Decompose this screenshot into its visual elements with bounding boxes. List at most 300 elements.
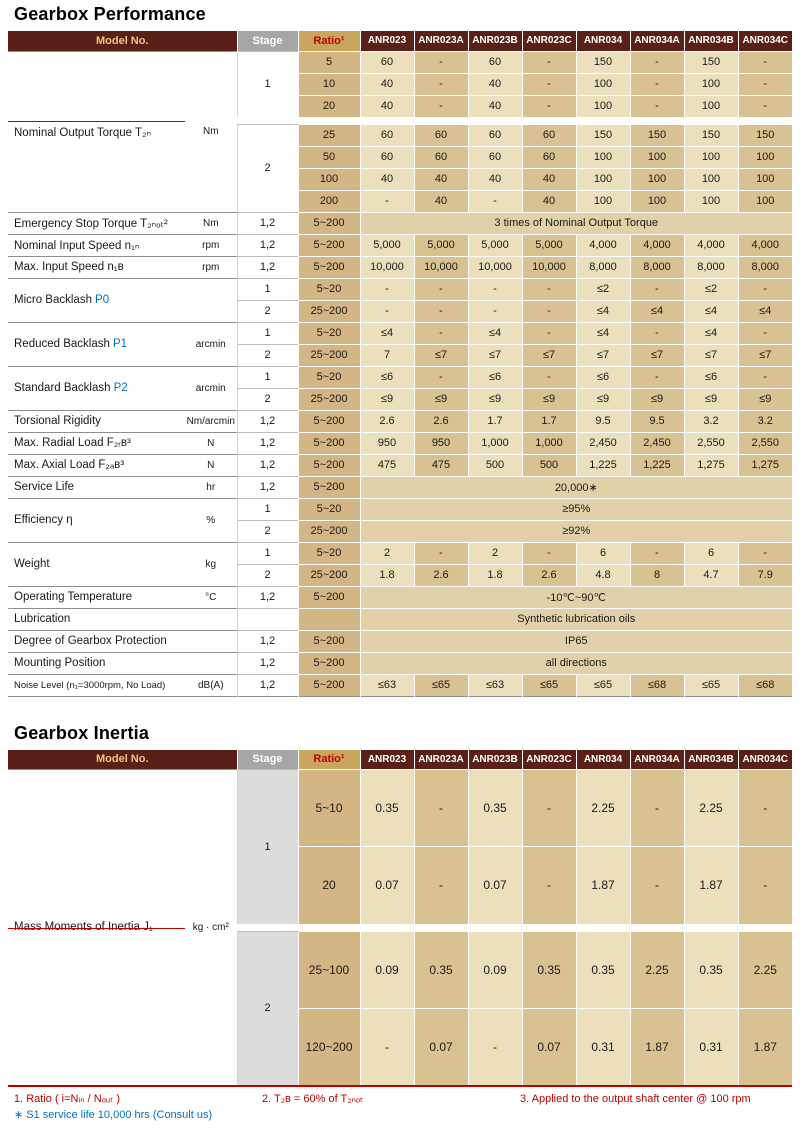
value-cell: 60 xyxy=(468,51,522,73)
value-cell: 3.2 xyxy=(684,410,738,432)
value-cell: ≤2 xyxy=(576,278,630,300)
value-cell: - xyxy=(522,51,576,73)
value-cell: - xyxy=(630,322,684,344)
model-header: ANR034B xyxy=(684,750,738,770)
ratio-cell: 200 xyxy=(298,190,360,212)
ratio-cell: 120~200 xyxy=(298,1009,360,1086)
parameter-label: Weight xyxy=(14,558,50,570)
value-cell: 2.25 xyxy=(630,932,684,1009)
value-cell: 8,000 xyxy=(738,256,792,278)
value-cell: 4.7 xyxy=(684,564,738,586)
value-cell: 1.7 xyxy=(468,410,522,432)
parameter-label: Max. Axial Load F₂ₐʙ³ xyxy=(14,459,125,471)
value-cell: - xyxy=(630,366,684,388)
model-header: ANR023B xyxy=(468,31,522,51)
value-cell: 100 xyxy=(630,168,684,190)
ratio-cell: 25~200 xyxy=(298,300,360,322)
value-cell: 1.87 xyxy=(576,847,630,924)
value-cell: 0.07 xyxy=(468,847,522,924)
stage-group-divider xyxy=(237,117,792,124)
value-cell: 60 xyxy=(360,51,414,73)
unit-cell xyxy=(185,652,237,674)
value-cell: 0.35 xyxy=(360,770,414,847)
value-cell: - xyxy=(414,51,468,73)
parameter-label-cell xyxy=(8,608,185,630)
value-cell: 2.6 xyxy=(360,410,414,432)
value-cell: 8 xyxy=(630,564,684,586)
value-cell: 1.8 xyxy=(360,564,414,586)
value-cell: 2.6 xyxy=(414,564,468,586)
value-cell: - xyxy=(738,770,792,847)
value-cell: - xyxy=(360,278,414,300)
value-cell: 6 xyxy=(576,542,630,564)
value-cell: 1,275 xyxy=(738,454,792,476)
value-cell: - xyxy=(522,73,576,95)
value-cell: 150 xyxy=(684,51,738,73)
model-header: ANR034A xyxy=(630,750,684,770)
value-cell: - xyxy=(630,278,684,300)
value-cell: ≤6 xyxy=(684,366,738,388)
model-header: ANR034C xyxy=(738,750,792,770)
value-cell: ≤7 xyxy=(630,344,684,366)
value-cell: 0.31 xyxy=(684,1009,738,1086)
stage-cell: 1,2 xyxy=(237,652,298,674)
value-cell: ≤6 xyxy=(576,366,630,388)
value-cell: - xyxy=(738,73,792,95)
stage-cell: 2 xyxy=(237,344,298,366)
parameter-label-cell xyxy=(8,234,185,256)
footnotes xyxy=(8,1092,792,1121)
value-cell: ≤6 xyxy=(360,366,414,388)
footnote-row-red xyxy=(14,1092,792,1105)
value-cell: 100 xyxy=(738,168,792,190)
value-cell: 150 xyxy=(576,124,630,146)
value-cell: 40 xyxy=(360,168,414,190)
footnote-row-blue xyxy=(14,1108,792,1121)
value-cell: - xyxy=(468,300,522,322)
stage-cell: 1 xyxy=(237,542,298,564)
value-cell: 7.9 xyxy=(738,564,792,586)
value-cell: ≤6 xyxy=(468,366,522,388)
value-cell: 40 xyxy=(522,168,576,190)
unit-cell: N xyxy=(185,432,237,454)
value-cell: - xyxy=(522,542,576,564)
stage-cell: 1,2 xyxy=(237,630,298,652)
value-cell: ≤4 xyxy=(684,300,738,322)
value-cell: ≤9 xyxy=(414,388,468,410)
value-cell: 60 xyxy=(414,124,468,146)
value-cell: - xyxy=(414,300,468,322)
value-cell: ≤7 xyxy=(522,344,576,366)
merged-value-cell: ≥95% xyxy=(360,498,792,520)
value-cell: 0.31 xyxy=(576,1009,630,1086)
ratio-cell: 5~200 xyxy=(298,410,360,432)
value-cell: 9.5 xyxy=(630,410,684,432)
value-cell: - xyxy=(414,322,468,344)
value-cell: 1,225 xyxy=(630,454,684,476)
value-cell: 60 xyxy=(414,146,468,168)
value-cell: - xyxy=(738,847,792,924)
performance-title: Gearbox Performance xyxy=(14,4,206,24)
value-cell: 8,000 xyxy=(576,256,630,278)
value-cell: - xyxy=(414,542,468,564)
value-cell: 100 xyxy=(738,190,792,212)
model-header: ANR034 xyxy=(576,31,630,51)
value-cell: 40 xyxy=(522,190,576,212)
value-cell: 2.6 xyxy=(522,564,576,586)
value-cell: 40 xyxy=(360,73,414,95)
stage-cell xyxy=(237,608,298,630)
inertia-title: Gearbox Inertia xyxy=(14,722,150,743)
model-header: ANR023A xyxy=(414,31,468,51)
ratio-cell: 25 xyxy=(298,124,360,146)
value-cell: ≤9 xyxy=(684,388,738,410)
value-cell: ≤65 xyxy=(414,674,468,696)
parameter-label: Nominal Input Speed n₁ₙ xyxy=(14,240,140,252)
value-cell: 4,000 xyxy=(738,234,792,256)
parameter-label-cell xyxy=(8,256,185,278)
ratio-cell: 25~100 xyxy=(298,932,360,1009)
value-cell: 0.09 xyxy=(360,932,414,1009)
unit-cell xyxy=(185,278,237,322)
parameter-label: Mounting Position xyxy=(14,657,106,669)
value-cell: ≤4 xyxy=(576,322,630,344)
value-cell: 3.2 xyxy=(738,410,792,432)
ratio-cell: 5~200 xyxy=(298,674,360,696)
value-cell: 100 xyxy=(684,146,738,168)
ratio-cell: 5~200 xyxy=(298,256,360,278)
red-accent-line xyxy=(8,121,185,122)
value-cell: 475 xyxy=(360,454,414,476)
model-header: ANR034B xyxy=(684,31,738,51)
parameter-label: Standard Backlash xyxy=(14,382,111,394)
value-cell: 0.07 xyxy=(414,1009,468,1086)
value-cell: 10,000 xyxy=(414,256,468,278)
value-cell: - xyxy=(630,95,684,117)
value-cell: - xyxy=(414,73,468,95)
model-header: ANR034A xyxy=(630,31,684,51)
model-header: ANR023C xyxy=(522,750,576,770)
value-cell: 0.07 xyxy=(360,847,414,924)
value-cell: - xyxy=(414,278,468,300)
value-cell: 100 xyxy=(576,95,630,117)
parameter-label-cell xyxy=(8,410,185,432)
value-cell: 5,000 xyxy=(360,234,414,256)
parameter-label: Lubrication xyxy=(14,613,71,625)
ratio-cell: 5~200 xyxy=(298,454,360,476)
red-accent-line xyxy=(8,928,185,929)
value-cell: 100 xyxy=(576,168,630,190)
value-cell: ≤9 xyxy=(630,388,684,410)
value-cell: 40 xyxy=(468,168,522,190)
value-cell: - xyxy=(738,278,792,300)
value-cell: ≤9 xyxy=(468,388,522,410)
value-cell: ≤65 xyxy=(576,674,630,696)
value-cell: 10,000 xyxy=(522,256,576,278)
value-cell: 0.35 xyxy=(414,932,468,1009)
value-cell: 500 xyxy=(522,454,576,476)
value-cell: 150 xyxy=(576,51,630,73)
unit-cell: Nm xyxy=(185,51,237,212)
value-cell: 100 xyxy=(576,146,630,168)
parameter-label-cell xyxy=(8,498,185,542)
ratio-cell: 25~200 xyxy=(298,344,360,366)
value-cell: 2,450 xyxy=(630,432,684,454)
inertia-table-body xyxy=(8,770,792,1086)
parameter-label-cell xyxy=(8,366,185,410)
parameter-label: Degree of Gearbox Protection xyxy=(14,635,167,647)
value-cell: 2.25 xyxy=(684,770,738,847)
value-cell: 40 xyxy=(468,73,522,95)
ratio-cell: 100 xyxy=(298,168,360,190)
value-cell: ≤9 xyxy=(576,388,630,410)
value-cell: 500 xyxy=(468,454,522,476)
value-cell: - xyxy=(522,300,576,322)
merged-value-cell: -10℃~90℃ xyxy=(360,586,792,608)
value-cell: ≤7 xyxy=(684,344,738,366)
backlash-grade-tag: P2 xyxy=(113,382,128,394)
stage-cell: 1 xyxy=(237,51,298,117)
ratio-cell: 25~200 xyxy=(298,388,360,410)
unit-cell: rpm xyxy=(185,256,237,278)
unit-cell: hr xyxy=(185,476,237,498)
parameter-label: Noise Level (n₁=3000rpm, No Load) xyxy=(14,680,166,691)
parameter-label: Efficiency η xyxy=(14,514,73,526)
unit-cell: Nm/arcmin xyxy=(185,410,237,432)
value-cell: 60 xyxy=(468,146,522,168)
value-cell: - xyxy=(522,278,576,300)
value-cell: ≤65 xyxy=(522,674,576,696)
value-cell: 2 xyxy=(468,542,522,564)
value-cell: 60 xyxy=(522,124,576,146)
value-cell: - xyxy=(414,770,468,847)
parameter-label-cell xyxy=(8,322,185,366)
value-cell: 100 xyxy=(684,95,738,117)
value-cell: 7 xyxy=(360,344,414,366)
parameter-label-cell xyxy=(8,278,185,322)
unit-cell: kg xyxy=(185,542,237,586)
value-cell: 2,550 xyxy=(738,432,792,454)
merged-value-cell: 20,000∗ xyxy=(360,476,792,498)
value-cell: ≤4 xyxy=(684,322,738,344)
value-cell: ≤4 xyxy=(576,300,630,322)
model-no-header: Model No. xyxy=(8,750,237,770)
parameter-label-cell xyxy=(8,542,185,586)
footnote-service-life: ∗ S1 service life 10,000 hrs (Consult us) xyxy=(14,1108,213,1121)
model-no-header: Model No. xyxy=(8,31,237,51)
footnote-ratio: 1. Ratio ( i=Nᵢₙ / Nₒᵤₜ ) xyxy=(14,1092,121,1105)
value-cell: 10,000 xyxy=(468,256,522,278)
value-cell: 100 xyxy=(630,146,684,168)
backlash-grade-tag: P1 xyxy=(112,338,128,350)
value-cell: 1.87 xyxy=(738,1009,792,1086)
stage-cell: 2 xyxy=(237,520,298,542)
value-cell: 1,275 xyxy=(684,454,738,476)
parameter-label: Micro Backlash xyxy=(14,294,92,306)
value-cell: 4,000 xyxy=(576,234,630,256)
ratio-cell: 5~20 xyxy=(298,322,360,344)
value-cell: - xyxy=(630,542,684,564)
value-cell: 5,000 xyxy=(468,234,522,256)
parameter-label: Nominal Output Torque T₂ₙ xyxy=(14,126,152,139)
value-cell: 40 xyxy=(360,95,414,117)
value-cell: 100 xyxy=(684,73,738,95)
value-cell: 1.87 xyxy=(630,1009,684,1086)
ratio-cell: 5~200 xyxy=(298,476,360,498)
merged-value-cell: 3 times of Nominal Output Torque xyxy=(360,212,792,234)
stage-cell: 1,2 xyxy=(237,432,298,454)
value-cell: 2 xyxy=(360,542,414,564)
ratio-cell: 5~20 xyxy=(298,366,360,388)
value-cell: - xyxy=(522,770,576,847)
ratio-cell: 5~200 xyxy=(298,234,360,256)
parameter-label: Torsional Rigidity xyxy=(14,415,101,427)
ratio-cell: 5~200 xyxy=(298,432,360,454)
parameter-label-cell xyxy=(8,652,185,674)
value-cell: - xyxy=(630,847,684,924)
unit-cell: °C xyxy=(185,586,237,608)
footnote-torque: 2. T₂ʙ = 60% of T₂ₙₒₜ xyxy=(262,1092,364,1105)
ratio-cell: 25~200 xyxy=(298,520,360,542)
ratio-cell: 10 xyxy=(298,73,360,95)
value-cell: 8,000 xyxy=(630,256,684,278)
value-cell: 60 xyxy=(360,124,414,146)
value-cell: ≤7 xyxy=(468,344,522,366)
value-cell: - xyxy=(360,1009,414,1086)
value-cell: 150 xyxy=(738,124,792,146)
value-cell: 1.87 xyxy=(684,847,738,924)
model-header: ANR034 xyxy=(576,750,630,770)
value-cell: 950 xyxy=(414,432,468,454)
value-cell: 950 xyxy=(360,432,414,454)
stage-cell: 1 xyxy=(237,498,298,520)
value-cell: 1,000 xyxy=(468,432,522,454)
stage-cell: 1,2 xyxy=(237,212,298,234)
value-cell: ≤63 xyxy=(360,674,414,696)
stage-cell: 2 xyxy=(237,300,298,322)
value-cell: - xyxy=(522,95,576,117)
value-cell: - xyxy=(738,542,792,564)
model-header: ANR034C xyxy=(738,31,792,51)
value-cell: - xyxy=(468,1009,522,1086)
merged-value-cell: ≥92% xyxy=(360,520,792,542)
value-cell: - xyxy=(414,366,468,388)
value-cell: 2,550 xyxy=(684,432,738,454)
value-cell: ≤9 xyxy=(522,388,576,410)
value-cell: 1,000 xyxy=(522,432,576,454)
stage-cell: 1,2 xyxy=(237,586,298,608)
parameter-label-cell xyxy=(8,586,185,608)
value-cell: 4,000 xyxy=(630,234,684,256)
value-cell: ≤9 xyxy=(738,388,792,410)
ratio-cell: 5~200 xyxy=(298,586,360,608)
parameter-label: Max. Input Speed n₁ʙ xyxy=(14,261,124,273)
stage-cell: 2 xyxy=(237,124,298,212)
value-cell: 8,000 xyxy=(684,256,738,278)
parameter-label-cell xyxy=(8,212,185,234)
ratio-cell: 25~200 xyxy=(298,564,360,586)
value-cell: ≤4 xyxy=(468,322,522,344)
model-header: ANR023B xyxy=(468,750,522,770)
value-cell: 0.35 xyxy=(684,932,738,1009)
ratio-cell: 5~200 xyxy=(298,630,360,652)
stage-cell: 1 xyxy=(237,322,298,344)
parameter-label-cell xyxy=(8,476,185,498)
stage-cell: 1 xyxy=(237,366,298,388)
value-cell: 2.25 xyxy=(738,932,792,1009)
value-cell: - xyxy=(738,51,792,73)
ratio-header: Ratio¹ xyxy=(298,750,360,770)
model-header: ANR023C xyxy=(522,31,576,51)
value-cell: - xyxy=(414,95,468,117)
value-cell: 100 xyxy=(684,190,738,212)
parameter-label-cell xyxy=(8,770,185,1086)
value-cell: 0.09 xyxy=(468,932,522,1009)
stage-cell: 1,2 xyxy=(237,256,298,278)
value-cell: - xyxy=(360,190,414,212)
value-cell: 6 xyxy=(684,542,738,564)
unit-cell: % xyxy=(185,498,237,542)
value-cell: 4,000 xyxy=(684,234,738,256)
ratio-cell: 5~20 xyxy=(298,278,360,300)
stage-cell: 1 xyxy=(237,770,298,924)
stage-header: Stage xyxy=(237,31,298,51)
unit-cell: rpm xyxy=(185,234,237,256)
performance-table-body xyxy=(8,51,792,696)
value-cell: ≤4 xyxy=(630,300,684,322)
stage-cell: 2 xyxy=(237,932,298,1086)
value-cell: 1,225 xyxy=(576,454,630,476)
parameter-label: Mass Moments of Inertia J₁ xyxy=(14,921,153,934)
parameter-label: Emergency Stop Torque T₂ₙₒₜ² xyxy=(14,218,168,230)
value-cell: 60 xyxy=(522,146,576,168)
value-cell: - xyxy=(522,322,576,344)
value-cell: - xyxy=(738,366,792,388)
value-cell: 150 xyxy=(684,124,738,146)
unit-cell xyxy=(185,608,237,630)
ratio-cell: 5 xyxy=(298,51,360,73)
stage-cell: 2 xyxy=(237,564,298,586)
value-cell: - xyxy=(738,95,792,117)
value-cell: 0.07 xyxy=(522,1009,576,1086)
value-cell: - xyxy=(360,300,414,322)
value-cell: - xyxy=(630,51,684,73)
merged-value-cell: all directions xyxy=(360,652,792,674)
unit-cell: kg · cm² xyxy=(185,770,237,1086)
gearbox-inertia-table xyxy=(8,750,792,1087)
parameter-label: Reduced Backlash xyxy=(14,338,110,350)
unit-cell: dB(A) xyxy=(185,674,237,696)
value-cell: 475 xyxy=(414,454,468,476)
value-cell: 2.6 xyxy=(414,410,468,432)
parameter-label: Operating Temperature xyxy=(14,591,133,603)
model-header: ANR023 xyxy=(360,31,414,51)
value-cell: ≤9 xyxy=(360,388,414,410)
parameter-label-cell xyxy=(8,674,185,696)
value-cell: 1.7 xyxy=(522,410,576,432)
parameter-label: Service Life xyxy=(14,481,75,493)
value-cell: ≤65 xyxy=(684,674,738,696)
value-cell: 100 xyxy=(738,146,792,168)
unit-cell: N xyxy=(185,454,237,476)
parameter-label-cell xyxy=(8,432,185,454)
ratio-cell: 5~20 xyxy=(298,542,360,564)
value-cell: 2,450 xyxy=(576,432,630,454)
value-cell: 4.8 xyxy=(576,564,630,586)
value-cell: 40 xyxy=(468,95,522,117)
value-cell: - xyxy=(738,322,792,344)
value-cell: 0.35 xyxy=(468,770,522,847)
